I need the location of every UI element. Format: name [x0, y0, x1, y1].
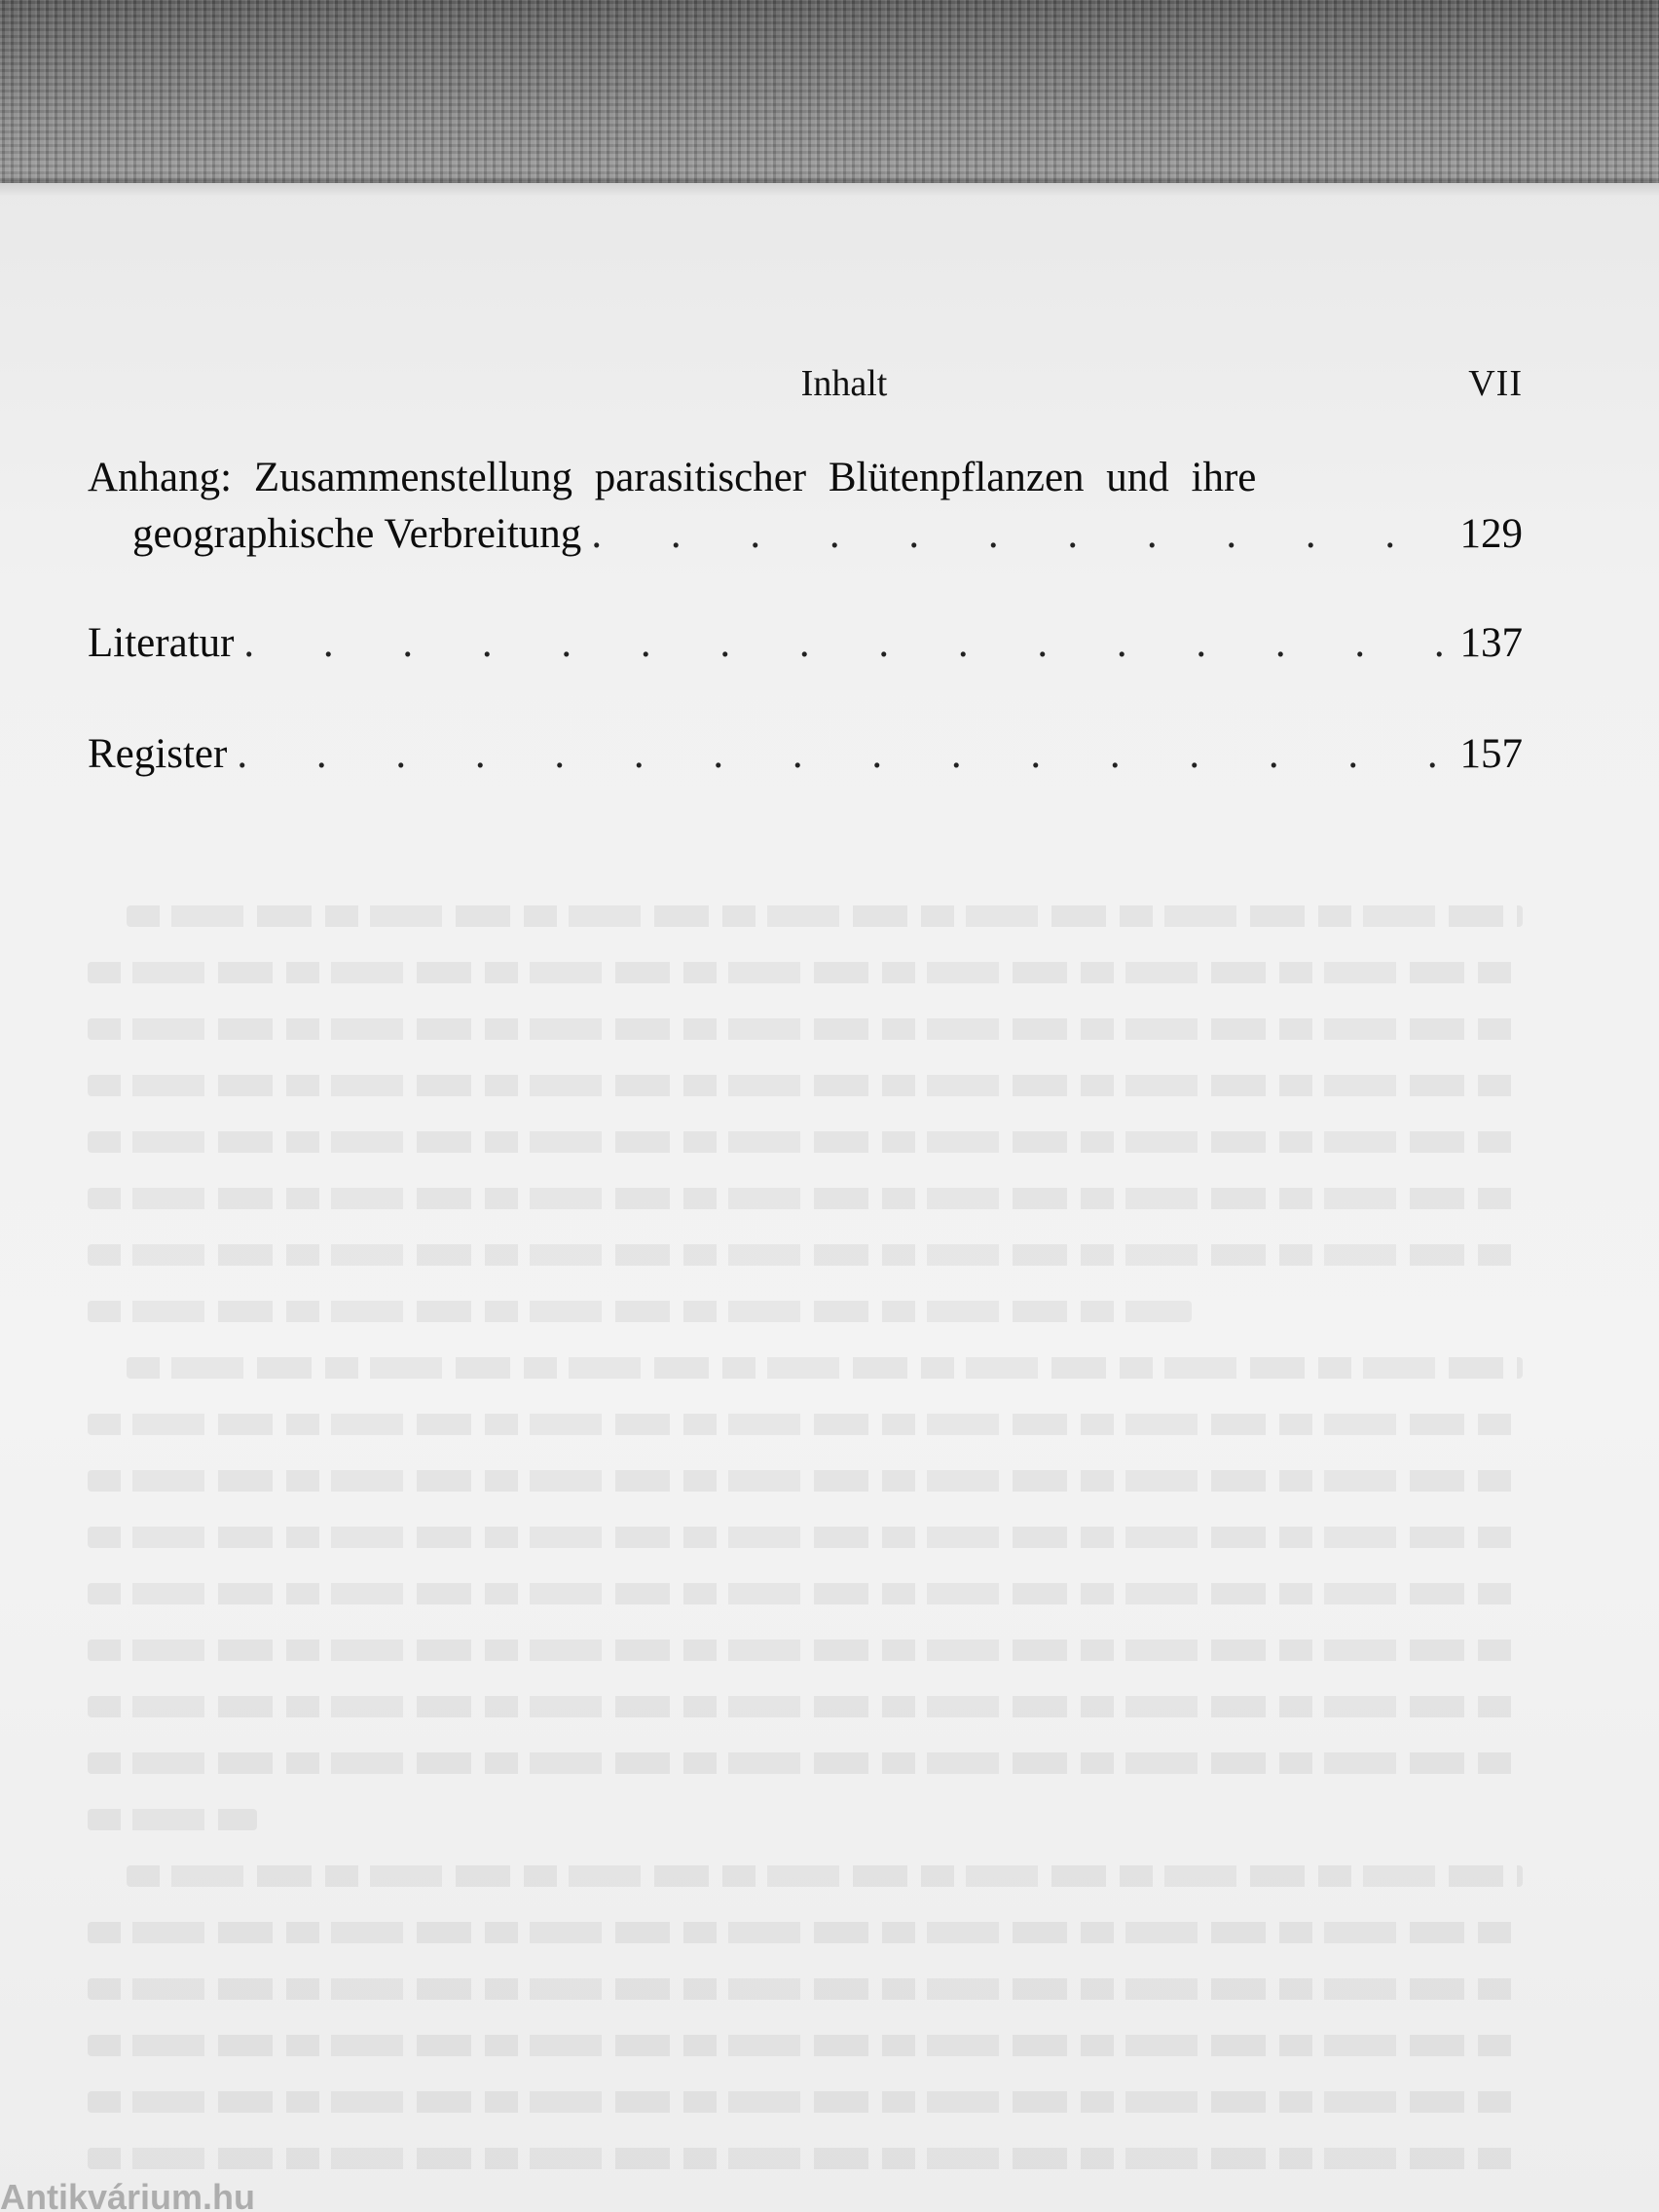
- dot-leader: [243, 615, 1446, 672]
- watermark: Antikvárium.hu: [0, 2177, 256, 2212]
- toc-entry-line: [88, 726, 1523, 783]
- toc-entry-literatur: [88, 615, 1523, 672]
- background-fabric: [0, 0, 1659, 195]
- dot-leader: [591, 506, 1446, 563]
- toc-entry-title: Register: [88, 731, 228, 777]
- page-number: VII: [1468, 363, 1523, 404]
- toc-entry-title: Anhang: Zusammenstellung parasitischer Blütenpflanzen und ihre: [88, 455, 1257, 500]
- toc-entry-title: Literatur: [88, 620, 235, 666]
- dot-leader: [237, 726, 1446, 783]
- toc-entry-page: 129: [1459, 511, 1523, 557]
- running-head-title: Inhalt: [800, 363, 888, 404]
- toc-entry-register: [88, 726, 1523, 783]
- toc-entry-page: 157: [1459, 731, 1523, 777]
- toc-entry-page: 137: [1459, 620, 1523, 666]
- toc-entry-anhang: [88, 450, 1523, 563]
- toc-entry-title-continued: geographische Verbreitung: [132, 511, 582, 557]
- toc-entry-continuation: [88, 506, 1523, 563]
- running-head: [88, 362, 1523, 411]
- toc-entry-line: [88, 615, 1523, 672]
